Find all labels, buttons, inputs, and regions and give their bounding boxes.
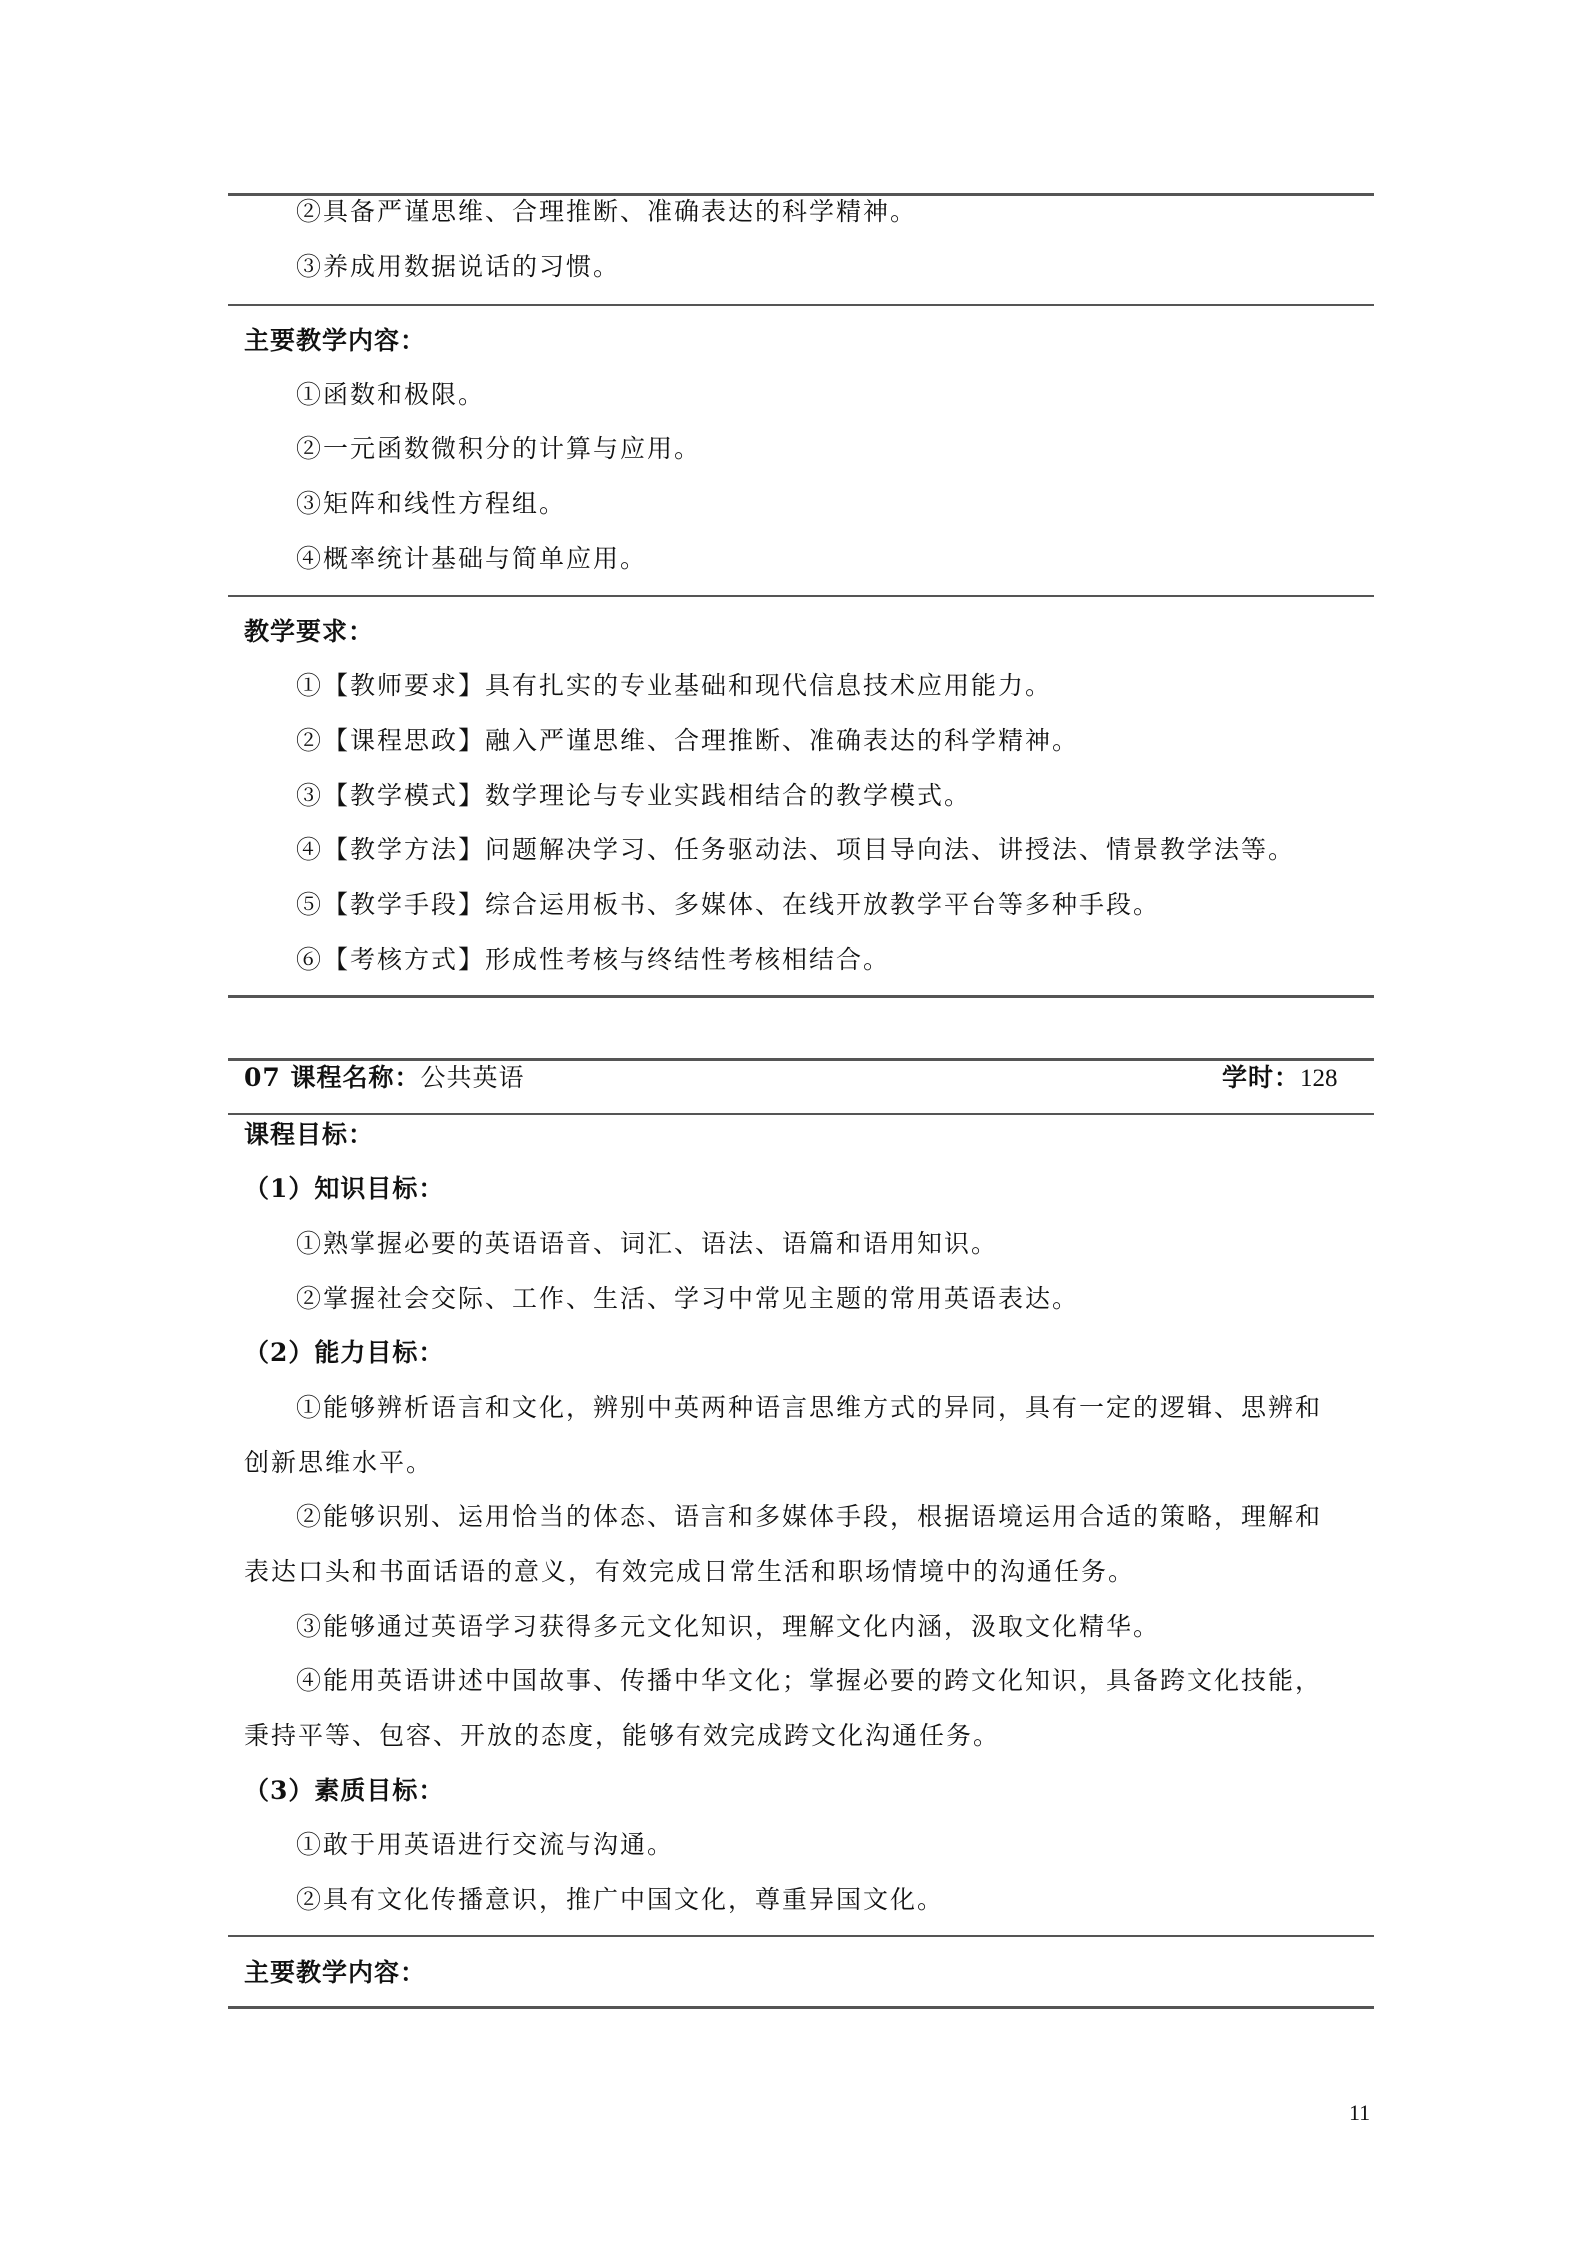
hours-label: 学时： [1222,1063,1301,1092]
requirement-item: ①【教师要求】具有扎实的专业基础和现代信息技术应用能力。 [296,671,1053,700]
quality-item: ②具备严谨思维、合理推断、准确表达的科学精神。 [296,197,918,226]
ability-line: ③能够通过英语学习获得多元文化知识，理解文化内涵，汲取文化精华。 [296,1612,1161,1641]
course-content-heading: 主要教学内容： [244,1958,427,1987]
requirements-heading: 教学要求： [244,617,375,646]
course-name-value: 公共英语 [420,1063,525,1092]
quality-item: ②具有文化传播意识，推广中国文化，尊重异国文化。 [296,1885,945,1914]
knowledge-item: ①熟掌握必要的英语语音、词汇、语法、语篇和语用知识。 [296,1229,999,1258]
knowledge-heading: （1）知识目标： [244,1174,445,1203]
divider [228,1935,1374,1937]
goals-heading: 课程目标： [244,1120,375,1149]
requirement-item: ④【教学方法】问题解决学习、任务驱动法、项目导向法、讲授法、情景教学法等。 [296,835,1296,864]
divider [228,595,1374,597]
content-item: ①函数和极限。 [296,380,486,409]
divider [228,304,1374,306]
ability-line: 创新思维水平。 [244,1448,434,1477]
quality-item: ①敢于用英语进行交流与沟通。 [296,1830,675,1859]
quality-item: ③养成用数据说话的习惯。 [296,252,621,281]
ability-heading: （2）能力目标： [244,1338,445,1367]
ability-line: 秉持平等、包容、开放的态度，能够有效完成跨文化沟通任务。 [244,1721,1001,1750]
section-bottom-rule [228,995,1374,998]
requirement-item: ②【课程思政】融入严谨思维、合理推断、准确表达的科学精神。 [296,726,1080,755]
content-item: ②一元函数微积分的计算与应用。 [296,434,702,463]
content-item: ④概率统计基础与简单应用。 [296,544,648,573]
course-top-rule [228,1058,1374,1061]
bottom-rule [228,2006,1374,2009]
ability-line: ②能够识别、运用恰当的体态、语言和多媒体手段，根据语境运用合适的策略，理解和 [296,1502,1323,1531]
requirement-item: ③【教学模式】数学理论与专业实践相结合的教学模式。 [296,781,972,810]
course-name [244,1062,525,1094]
ability-line: 表达口头和书面话语的意义，有效完成日常生活和职场情境中的沟通任务。 [244,1557,1136,1586]
course-name-label: 07 课程名称： [244,1063,421,1092]
content-heading: 主要教学内容： [244,326,427,355]
knowledge-item: ②掌握社会交际、工作、生活、学习中常见主题的常用英语表达。 [296,1284,1080,1313]
page-number: 11 [1349,2100,1371,2125]
quality-heading: （3）素质目标： [244,1776,445,1805]
hours-value: 128 [1300,1065,1338,1092]
requirement-item: ⑤【教学手段】综合运用板书、多媒体、在线开放教学平台等多种手段。 [296,890,1161,919]
ability-line: ④能用英语讲述中国故事、传播中华文化；掌握必要的跨文化知识，具备跨文化技能， [296,1666,1323,1695]
requirement-item: ⑥【考核方式】形成性考核与终结性考核相结合。 [296,945,891,974]
content-item: ③矩阵和线性方程组。 [296,489,567,518]
divider [228,1113,1374,1115]
ability-line: ①能够辨析语言和文化，辨别中英两种语言思维方式的异同，具有一定的逻辑、思辨和 [296,1393,1323,1422]
course-hours [1222,1062,1338,1095]
